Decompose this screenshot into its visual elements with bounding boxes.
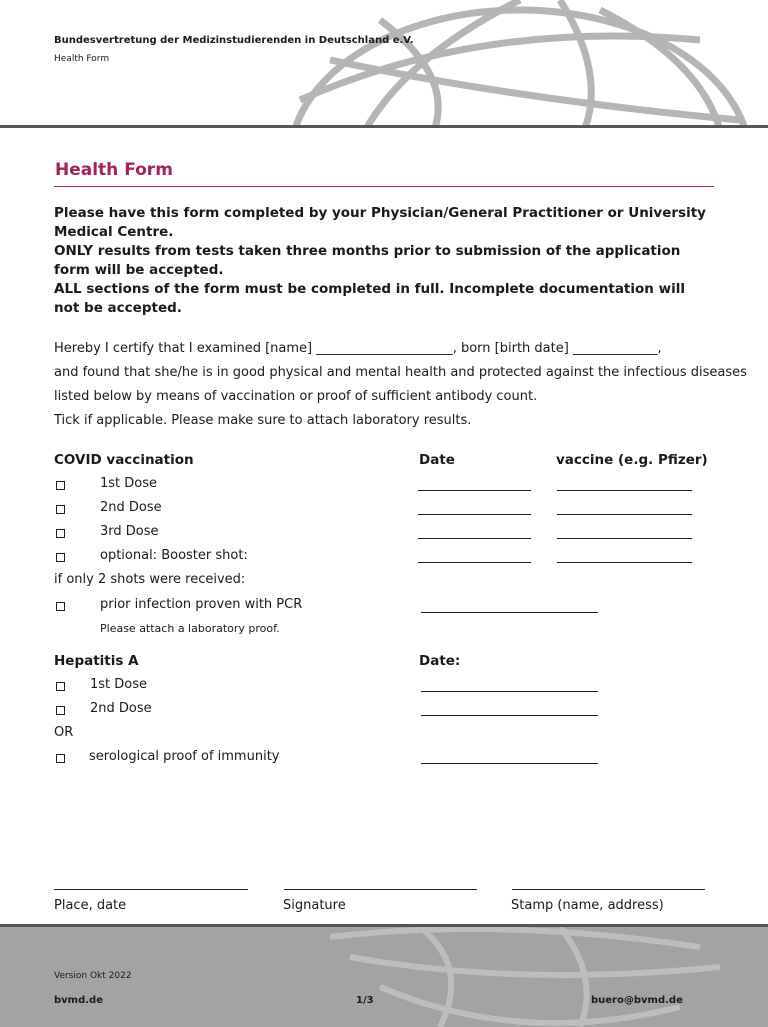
stamp-field[interactable]: [512, 889, 705, 890]
hepatitis-dose-2-date-field[interactable]: [421, 715, 598, 716]
covid-dose-label: 3rd Dose: [100, 524, 159, 539]
covid-vaccine-heading: vaccine (e.g. Pfizer): [556, 452, 708, 468]
serological-date-field[interactable]: [421, 763, 598, 764]
globe-logo-decoration: [0, 0, 768, 128]
intro-paragraph: ONLY results from tests taken three months prior to submission of the application form will be accepted.: [54, 243, 681, 278]
hepatitis-date-heading: Date:: [419, 653, 461, 669]
hepatitis-dose-label: 1st Dose: [90, 677, 148, 692]
covid-dose-label: 1st Dose: [100, 476, 158, 491]
place-date-field[interactable]: [54, 889, 248, 890]
covid-dose-3-vaccine-field[interactable]: [557, 538, 692, 539]
tick-instruction: Tick if applicable. Please make sure to attach laboratory results.: [54, 413, 472, 428]
title-rule: [54, 186, 714, 187]
stamp-label: Stamp (name, address): [511, 898, 664, 913]
organization-name: Bundesvertretung der Medizinstudierenden in Deutschland e.V.: [54, 35, 414, 46]
or-label: OR: [54, 725, 74, 740]
intro-instructions: [54, 204, 714, 318]
covid-dose-3-date-field[interactable]: [418, 538, 531, 539]
hepatitis-dose-label: 2nd Dose: [90, 701, 152, 716]
serological-label: serological proof of immunity: [89, 749, 280, 764]
page-number: 1/3: [356, 995, 374, 1006]
hepatitis-dose-2-checkbox[interactable]: [56, 706, 65, 715]
page-title: Health Form: [55, 160, 173, 180]
covid-booster-vaccine-field[interactable]: [557, 562, 692, 563]
intro-paragraph: ALL sections of the form must be completed in full. Incomplete documentation will not be accepted.: [54, 281, 685, 316]
pcr-lab-note: Please attach a laboratory proof.: [100, 622, 280, 635]
covid-dose-1-checkbox[interactable]: [56, 481, 65, 490]
certify-line: and found that she/he is in good physical and mental health and protected against the infectious diseases: [54, 365, 747, 380]
covid-dose-1-date-field[interactable]: [418, 490, 531, 491]
footer-website-link[interactable]: bvmd.de: [54, 995, 103, 1006]
intro-paragraph: Please have this form completed by your Physician/General Practitioner or University Medical Centre.: [54, 205, 706, 240]
certify-line: listed below by means of vaccination or proof of sufficient antibody count.: [54, 389, 538, 404]
covid-heading: COVID vaccination: [54, 452, 194, 468]
covid-booster-date-field[interactable]: [418, 562, 531, 563]
covid-dose-2-checkbox[interactable]: [56, 505, 65, 514]
hepatitis-dose-1-checkbox[interactable]: [56, 682, 65, 691]
covid-dose-label: 2nd Dose: [100, 500, 162, 515]
covid-dose-1-vaccine-field[interactable]: [557, 490, 692, 491]
document-subtitle: Health Form: [54, 54, 110, 64]
signature-label: Signature: [283, 898, 346, 913]
header-rule: [0, 125, 768, 128]
pcr-date-field[interactable]: [421, 612, 598, 613]
place-date-label: Place, date: [54, 898, 127, 913]
covid-date-heading: Date: [419, 452, 455, 468]
certify-line: Hereby I certify that I examined [name] _____________________, born [birth date] _____________,: [54, 341, 662, 356]
two-shots-note: if only 2 shots were received:: [54, 572, 246, 587]
pcr-label: prior infection proven with PCR: [100, 597, 303, 612]
covid-dose-3-checkbox[interactable]: [56, 529, 65, 538]
signature-field[interactable]: [284, 889, 477, 890]
covid-dose-label: optional: Booster shot:: [100, 548, 248, 563]
hepatitis-dose-1-date-field[interactable]: [421, 691, 598, 692]
footer-email-link[interactable]: buero@bvmd.de: [591, 995, 683, 1006]
covid-dose-2-vaccine-field[interactable]: [557, 514, 692, 515]
covid-dose-2-date-field[interactable]: [418, 514, 531, 515]
hepatitis-heading: Hepatitis A: [54, 653, 139, 669]
page-footer: [0, 924, 768, 1027]
covid-booster-checkbox[interactable]: [56, 553, 65, 562]
serological-checkbox[interactable]: [56, 754, 65, 763]
pcr-checkbox[interactable]: [56, 602, 65, 611]
version-label: Version Okt 2022: [54, 971, 132, 981]
